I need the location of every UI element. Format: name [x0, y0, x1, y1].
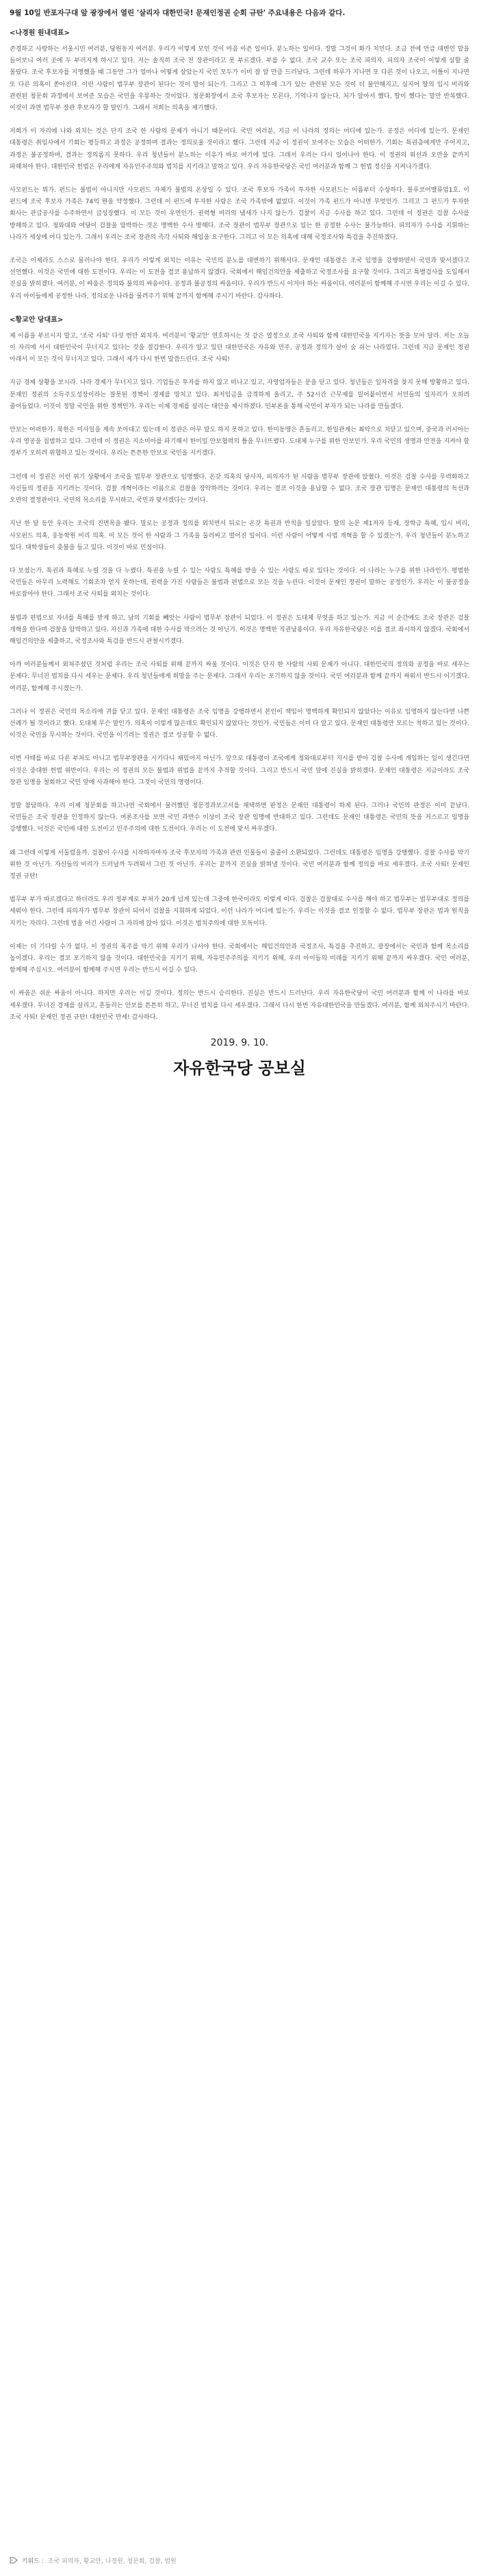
paragraph: 아까 여러분들께서 외쳐주셨던 것처럼 우리는 조국 사퇴를 위해 끝까지 싸울 것이다. 이것은 단지 한 사람의 사퇴 문제가 아니다. 대한민국의 정의와 공정을 바로 세우는 문제다. 무너진 법치를 다시 세우는 문제다. 우리 청년들에게 희망을 주는 문제다. 그래서 우리는 포기하지 않을 것이다. 국민 여러분과 함께 끝까지 싸워서 반드시 이기겠다. 여러분, 함께해 주시겠는가.: [10, 661, 469, 692]
paragraph: 법무부 부가 따르겠다고 하더라도 우리 정부계로 부처가 20개 넘게 있는데 그중에 한국이라도 이렇게 이다. 검찰은 검찰대로 수사를 해야 하고 법무부는 법무부대로 정의를 세워야 한다. 그런데 피의자가 법무부 장관이 되어서 검찰을 지휘하게 되었다. 이런 나라가 어디에 있는가. 우리는 이것을 결코 인정할 수 없다. 법무부 장관은 법과 원칙을 지키는 자리다. 그런데 법을 어긴 사람이 그 자리에 앉아 있다. 이것은 법치주의에 대한 모독이다.: [10, 896, 469, 927]
paragraph: 그런데 이 정권은 이런 위기 상황에서 조국을 법무부 장관으로 임명했다. 온갖 의혹의 당사자, 피의자가 된 사람을 법무부 장관에 앉혔다. 이것은 검찰 수사를 무력화하고 자신들의 정권을 지키려는 것이다. 검찰 개혁이라는 이름으로 검찰을 장악하려는 것이다. 우리는 결코 이것을 용납할 수 없다. 조국 장관 임명은 문재인 대통령의 독선과 오만의 결정판이다. 국민의 목소리를 무시하고, 국민과 맞서겠다는 것이다.: [10, 473, 469, 505]
paragraph: 이 싸움은 쉬운 싸움이 아니다. 하지만 우리는 이길 것이다. 정의는 반드시 승리한다. 진실은 반드시 드러난다. 우리 자유한국당이 국민 여러분과 함께 이 나라를 바로 세우겠다. 무너진 경제를 살리고, 흔들리는 안보를 튼튼히 하고, 무너진 법치를 다시 세우겠다. 그래서 다시 한번 자유대한민국을 만들겠다. 여러분, 함께 외쳐주시기 바란다. 조국 사퇴! 문재인 정권 규탄! 대한민국 만세! 감사하다.: [10, 990, 469, 1021]
paragraph: 사모펀드는 뭐가. 펀드는 불법이 아니지만 사모펀드 자체가 불법의 온상일 수 있다. 조국 후보자 가족이 투자한 사모펀드는 이름부터 수상하다. 블루코어밸류업1호. 이 펀드에 조국 후보자 가족은 74억 원을 약정했다. 그런데 이 펀드에 투자한 사람은 조국 가족밖에 없었다. 이것이 가족 펀드가 아니면 무엇인가. 그리고 그 펀드가 투자한 회사는 관급공사를 수주하면서 급성장했다. 이 모든 것이 우연인가. 권력형 비리의 냄새가 나지 않는가. 검찰이 지금 수사를 하고 있다. 그런데 이 정권은 검찰 수사를 방해하고 있다. 청와대와 여당이 검찰을 압박하는 것은 명백한 수사 방해다. 조국 장관이 법무부 장관으로 있는 한 공정한 수사는 불가능하다. 피의자가 수사를 지휘하는 나라가 세상에 어디 있는가. 그래서 우리는 조국 장관의 즉각 사퇴와 해임을 요구한다. 그리고 이 모든 의혹에 대해 국정조사와 특검을 추진하겠다.: [10, 187, 469, 241]
paragraph: 불법과 편법으로 자녀를 특혜를 받게 하고, 남의 기회를 빼앗는 사람이 법무부 장관이 되었다. 이 정권은 도대체 무엇을 하고 있는가. 지금 이 순간에도 조국 장관은 검찰 개혁을 한다며 검찰을 압박하고 있다. 자신과 가족에 대한 수사를 막으려는 것 아닌가. 이것은 명백한 직권남용이다. 우리 자유한국당은 이를 결코 좌시하지 않겠다. 국회에서 해임건의안을 제출하고, 국정조사와 특검을 반드시 관철시키겠다.: [10, 614, 469, 645]
paragraph: 지난 한 달 동안 우리는 조국의 진면목을 봤다. 말로는 공정과 정의를 외치면서 뒤로는 온갖 특권과 반칙을 일삼았다. 딸의 논문 제1저자 등재, 장학금 특혜, 입시 비리, 사모펀드 의혹, 웅동학원 비리 의혹. 이 모든 것이 한 사람과 그 가족을 둘러싸고 벌어진 일이다. 이런 사람이 어떻게 사법 개혁을 할 수 있겠는가. 우리 청년들이 분노하고 있다. 대학생들이 촛불을 들고 있다. 이것이 바로 민심이다.: [10, 520, 469, 551]
paragraph: 이제는 더 기다릴 수가 없다. 이 정권의 폭주를 막기 위해 우리가 나서야 한다. 국회에서는 해임건의안과 국정조사, 특검을 추진하고, 광장에서는 국민과 함께 목소리를 높이겠다. 우리는 결코 포기하지 않을 것이다. 대한민국을 지키기 위해, 자유민주주의를 지키기 위해, 우리 아이들의 미래를 지키기 위해 끝까지 싸우겠다. 국민 여러분, 함께해 주십시오. 여러분이 함께해 주시면 우리는 반드시 이길 수 있다.: [10, 943, 469, 974]
keywords-list[interactable]: 조국 피의자, 황교안, 나경원, 청문회, 검찰, 법원: [47, 2558, 177, 2565]
paragraph: 그러나 이 정권은 국민의 목소리에 귀를 닫고 있다. 문재인 대통령은 조국 임명을 강행하면서 본인이 책임이 명백하게 확인되지 않았다는 이유로 임명하지 않는다면 나쁜 선례가 될 것이라고 했다. 도대체 무슨 말인가. 의혹이 이렇게 많은데도 확인되지 않았다는 것인가. 국민들은 이미 다 알고 있다. 문재인 대통령만 모르는 척하고 있는 것이다. 이것은 국민을 무시하는 것이다. 국민을 이기려는 정권은 결코 성공할 수 없다.: [10, 708, 469, 740]
paragraph: 조국은 이제라도 스스로 물러나야 한다. 우리가 이렇게 외치는 이유는 국민의 분노를 대변하기 위해서다. 문재인 대통령은 조국 임명을 강행하면서 국민과 맞서겠다고 선언했다. 이것은 국민에 대한 도전이다. 우리는 이 도전을 결코 용납하지 않겠다. 국회에서 해임건의안을 제출하고 국정조사를 요구할 것이다. 그리고 특별검사를 도입해서 진실을 밝히겠다. 여러분, 이 싸움은 정의와 불의의 싸움이다. 공정과 불공정의 싸움이다. 우리가 반드시 이겨야 하는 싸움이다. 여러분이 함께해 주시면 우리는 이길 수 있다. 우리 아이들에게 공정한 나라, 정의로운 나라를 물려주기 위해 끝까지 함께해 주시기 바란다. 감사하다.: [10, 257, 469, 300]
headline: 9월 10일 반포자구대 앞 광장에서 열린 '살리자 대한민국! 문재인정권 순회 규탄' 주요내용은 다음과 같다.: [10, 9, 346, 17]
paragraph: 존경하고 사랑하는 서울시민 여러분, 당원동지 여러분. 우리가 이렇게 모인 것이 마음 아픈 일이다. 분노하는 일이다. 정말 그것이 화가 치민다. 조금 전에 언급 대변인 말을 들어보니 여러 곳에 두 부러지게 하시고 있다. 저는 솔직히 조국 전 장관이라고 못 부르겠다. 부를 수 없다. 조국 교수 또는 조국 피의자. 피의자 조국이 이렇게 심할 줄 몰랐다. 조국 후보자를 지명했을 때 그동안 그가 얼마나 어떻게 살았는지 국민 모두가 이미 잘 알 만큼 드러났다. 그런데 하루가 지나면 또 다른 것이 나오고, 이틀이 지나면 또 다른 의혹이 쏟아진다. 이런 사람이 법무부 장관이 된다는 것이 말이 되는가. 그리고 그 이후에 그가 있는 관련된 모든 것이 더 불안해지고, 심지어 딸의 입시 비리와 관련된 청문회 과정에서 보여준 모습은 국민을 우롱하는 것이었다. 청문회장에서 조국 후보자는 모른다, 기억나지 않는다, 처가 알아서 했다, 딸이 했다는 말만 반복했다. 이것이 과연 법무부 장관 후보자가 할 말인가. 그래서 저희는 의혹을 제기했다.: [10, 46, 469, 112]
section-hwang-kyo-ahn: [10, 314, 469, 1024]
paragraph: 이번 사태를 바로 다른 부처도 아니고 법무부장관을 시키다니 재밌어지 아닌가. 앞으로 대통령이 조국에게 청와대로부터 지시를 받아 검찰 수사에 개입하는 일이 생긴다면 이것은 중대한 헌법 위반이다. 우리는 이 정권의 모든 불법과 위법을 끝까지 추적할 것이다. 그리고 반드시 국민 앞에 진실을 밝히겠다. 문재인 대통령은 지금이라도 조국 장관 임명을 철회하고 국민 앞에 사과해야 한다. 그것이 국민의 명령이다.: [10, 755, 469, 786]
paragraph: 제 이름을 부르시지 말고, '조국 사퇴' 다섯 번만 외치자. 여러분이 '황교안' 연호하시는 것 같은 열정으로 조국 사퇴와 함께 대한민국을 지키자는 뜻을 모아 달라. 저는 오늘 이 자리에 서서 대한민국이 무너지고 있다는 것을 절감한다. 우리가 알고 있던 대한민국은 자유와 민주, 공정과 정의가 살아 숨 쉬는 나라였다. 그런데 지금 문재인 정권 아래서 이 모든 것이 무너지고 있다. 그래서 제가 다시 한번 말씀드린다. 조국 사퇴!: [10, 332, 469, 364]
paragraph: 다 보셨는가. 특권과 특혜로 누릴 것을 다 누렸다. 특권을 누릴 수 있는 사람도 특혜를 받을 수 있는 사람도 따로 있다는 것이다. 이 나라는 누구를 위한 나라인가. 평범한 국민들은 아무리 노력해도 기회조차 얻지 못하는데, 권력을 가진 사람들은 불법과 편법으로 모든 것을 누린다. 이것이 문재인 정권이 말하는 공정인가. 우리는 이 불공정을 바로잡아야 한다. 그래서 조국 사퇴를 외치는 것이다.: [10, 567, 469, 598]
paragraph: 저희가 이 자리에 나와 외치는 것은 단지 조국 한 사람의 문제가 아니기 때문이다. 국민 여러분, 지금 이 나라의 정의는 어디에 있는가. 공정은 어디에 있는가. 문재인 대통령은 취임사에서 기회는 평등하고 과정은 공정하며 결과는 정의로울 것이라고 했다. 그런데 지금 이 정권이 보여주는 모습은 어떠한가. 기회는 특권층에게만 주어지고, 과정은 불공정하며, 결과는 정의롭지 못하다. 우리 청년들이 분노하는 이유가 바로 여기에 있다. 그래서 우리는 다시 일어나야 한다. 이 정권의 위선과 오만을 끝까지 파헤쳐야 한다. 대한민국 헌법은 우리에게 자유민주주의와 법치를 지키라고 말하고 있다. 우리 자유한국당은 국민 여러분과 함께 그 헌법 정신을 지켜나가겠다.: [10, 128, 469, 171]
paragraph: 지금 경제 상황을 보시라. 나라 경제가 무너지고 있다. 기업들은 투자를 하지 않고 떠나고 있고, 자영업자들은 문을 닫고 있다. 청년들은 일자리를 찾지 못해 방황하고 있다. 문재인 정권의 소득주도성장이라는 잘못된 정책이 경제를 망치고 있다. 최저임금을 급격하게 올리고, 주 52시간 근무제를 밀어붙이면서 서민들의 일자리가 오히려 줄어들었다. 이것이 정말 국민을 위한 정책인가. 우리는 이제 경제를 살리는 대안을 제시하겠다. 민부론을 통해 국민이 부자가 되는 나라를 만들겠다.: [10, 379, 469, 410]
section-title: <나경원 원내대표>: [10, 29, 70, 37]
section-na-kyungwon: [10, 27, 469, 303]
release-date: 2019. 9. 10.: [210, 1037, 269, 1048]
paragraph: 안보는 어떠한가. 북한은 미사일을 계속 쏘아대고 있는데 이 정권은 아무 말도 하지 못하고 있다. 한미동맹은 흔들리고, 한일관계는 최악으로 치닫고 있으며, 중국과 러시아는 우리 영공을 침범하고 있다. 그런데 이 정권은 지소미아를 파기해서 한미일 안보협력의 틀을 무너뜨렸다. 도대체 누구를 위한 안보인가. 우리 국민의 생명과 안전을 지켜야 할 정부가 오히려 위협하고 있는 것이다. 우리는 튼튼한 안보로 국민을 지키겠다.: [10, 427, 469, 457]
section-title: <황교안 당대표>: [10, 316, 64, 324]
organization-name: 자유한국당 공보실: [173, 1059, 306, 1078]
keywords-label: 키워드 :: [21, 2558, 44, 2565]
keywords-bar: [10, 2557, 469, 2566]
signature-block: [10, 1035, 469, 1081]
paragraph: 왜 그런데 이렇게 서둘렀을까. 검찰이 수사를 시작하자마자 조국 후보자의 가족과 관련 인물들이 줄줄이 소환되었다. 그런데도 대통령은 임명을 강행했다. 검찰 수사를 막기 위한 것 아닌가. 자신들의 비리가 드러날까 두려워서 그런 것 아닌가. 우리는 끝까지 진실을 밝혀낼 것이다. 국민 여러분과 함께 정의를 바로 세우겠다. 조국 사퇴! 문재인 정권 규탄!: [10, 849, 469, 880]
tag-icon: [10, 2557, 18, 2564]
paragraph: 정말 참담하다. 우리 이제 청문회를 하고나면 국회에서 불러했던 청문경과보고서를 채택하면 판정은 문재인 대통령이 하게 된다. 그러나 국민의 판정은 이미 끝났다. 국민들은 조국 장관을 인정하지 않는다. 여론조사를 보면 국민 과반수 이상이 조국 장관 임명에 반대하고 있다. 그런데도 문재인 대통령은 국민의 뜻을 거스르고 임명을 강행했다. 이것은 국민에 대한 도전이고 민주주의에 대한 도전이다. 우리는 이 도전에 맞서 싸우겠다.: [10, 802, 469, 833]
